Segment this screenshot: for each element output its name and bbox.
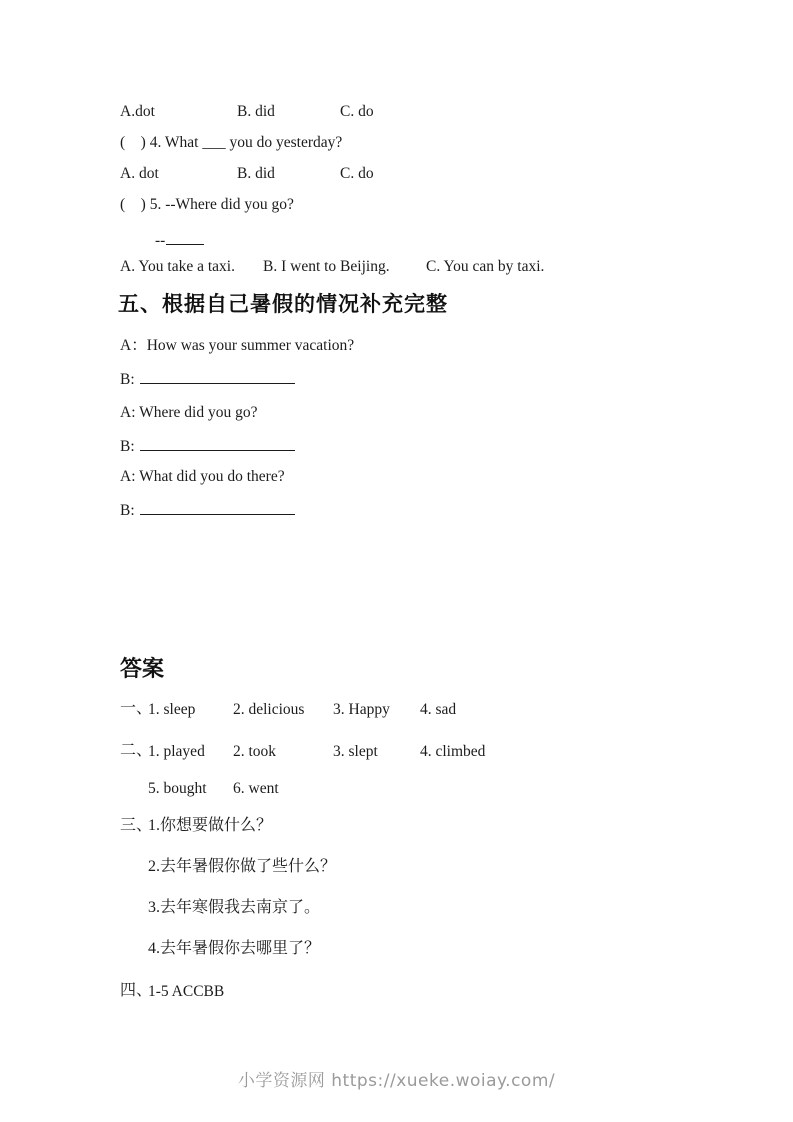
q4-option-a: A. dot xyxy=(120,165,159,182)
dialogue-a1: A：How was your summer vacation? xyxy=(120,337,355,354)
answers-row4-label: 三、 xyxy=(120,817,153,834)
dialogue-b2-blank-underline xyxy=(140,437,295,451)
dialogue-b3-blank-underline xyxy=(140,501,295,515)
answers-row3-item1: 5. bought xyxy=(148,780,207,797)
q5-option-c: C. You can by taxi. xyxy=(426,258,545,275)
answers-row5-text: 1-5 ACCBB xyxy=(148,983,225,1000)
footer-credit: 小学资源网 https://xueke.woiay.com/ xyxy=(237,1071,556,1091)
dialogue-b3-label: B: xyxy=(120,502,135,519)
answers-row3-item2: 6. went xyxy=(233,780,279,797)
q5-answer-blank-underline xyxy=(166,231,204,245)
answers-row2-label: 二、 xyxy=(120,742,153,759)
answers-row1-item1: 1. sleep xyxy=(148,701,196,718)
answers-row5-label: 四、 xyxy=(120,982,153,999)
answers-row2-item3: 3. slept xyxy=(333,743,378,760)
answers-row1-item4: 4. sad xyxy=(420,701,457,718)
dialogue-b1-label: B: xyxy=(120,371,135,388)
answers-row1-item3: 3. Happy xyxy=(333,701,390,718)
answers-row4-item4: 4.去年暑假你去哪里了？ xyxy=(148,940,321,957)
dialogue-b1 xyxy=(120,370,295,388)
q5-answer-prefix: -- xyxy=(155,232,166,249)
answers-row4-item2: 2.去年暑假你做了些什么？ xyxy=(148,858,337,875)
q4-option-b: B. did xyxy=(237,165,275,182)
q3-option-b: B. did xyxy=(237,103,275,120)
dialogue-a2: A: Where did you go? xyxy=(120,404,258,421)
section-5-heading: 五、根据自己暑假的情况补充完整 xyxy=(118,293,448,316)
q5-option-a: A. You take a taxi. xyxy=(120,258,235,275)
q3-option-a: A.dot xyxy=(120,103,155,120)
answers-row1-item2: 2. delicious xyxy=(233,701,305,718)
q3-option-c: C. do xyxy=(340,103,374,120)
dialogue-b2 xyxy=(120,437,295,455)
dialogue-b1-blank-underline xyxy=(140,370,295,384)
q5-answer-line xyxy=(155,231,204,249)
answers-row2-item4: 4. climbed xyxy=(420,743,486,760)
answers-row1-label: 一、 xyxy=(120,700,153,717)
question-4-text: ( ) 4. What ___ you do yesterday? xyxy=(120,134,343,151)
answers-row4-item3: 3.去年寒假我去南京了。 xyxy=(148,899,321,916)
dialogue-a3: A: What did you do there? xyxy=(120,468,285,485)
q4-option-c: C. do xyxy=(340,165,374,182)
answers-heading: 答案 xyxy=(120,656,165,681)
dialogue-b3 xyxy=(120,501,295,519)
dialogue-b2-label: B: xyxy=(120,438,135,455)
answers-row4-item1: 1.你想要做什么？ xyxy=(148,817,273,834)
q5-option-b: B. I went to Beijing. xyxy=(263,258,390,275)
question-5-text: ( ) 5. --Where did you go? xyxy=(120,196,294,213)
answers-row2-item1: 1. played xyxy=(148,743,205,760)
answers-row2-item2: 2. took xyxy=(233,743,277,760)
